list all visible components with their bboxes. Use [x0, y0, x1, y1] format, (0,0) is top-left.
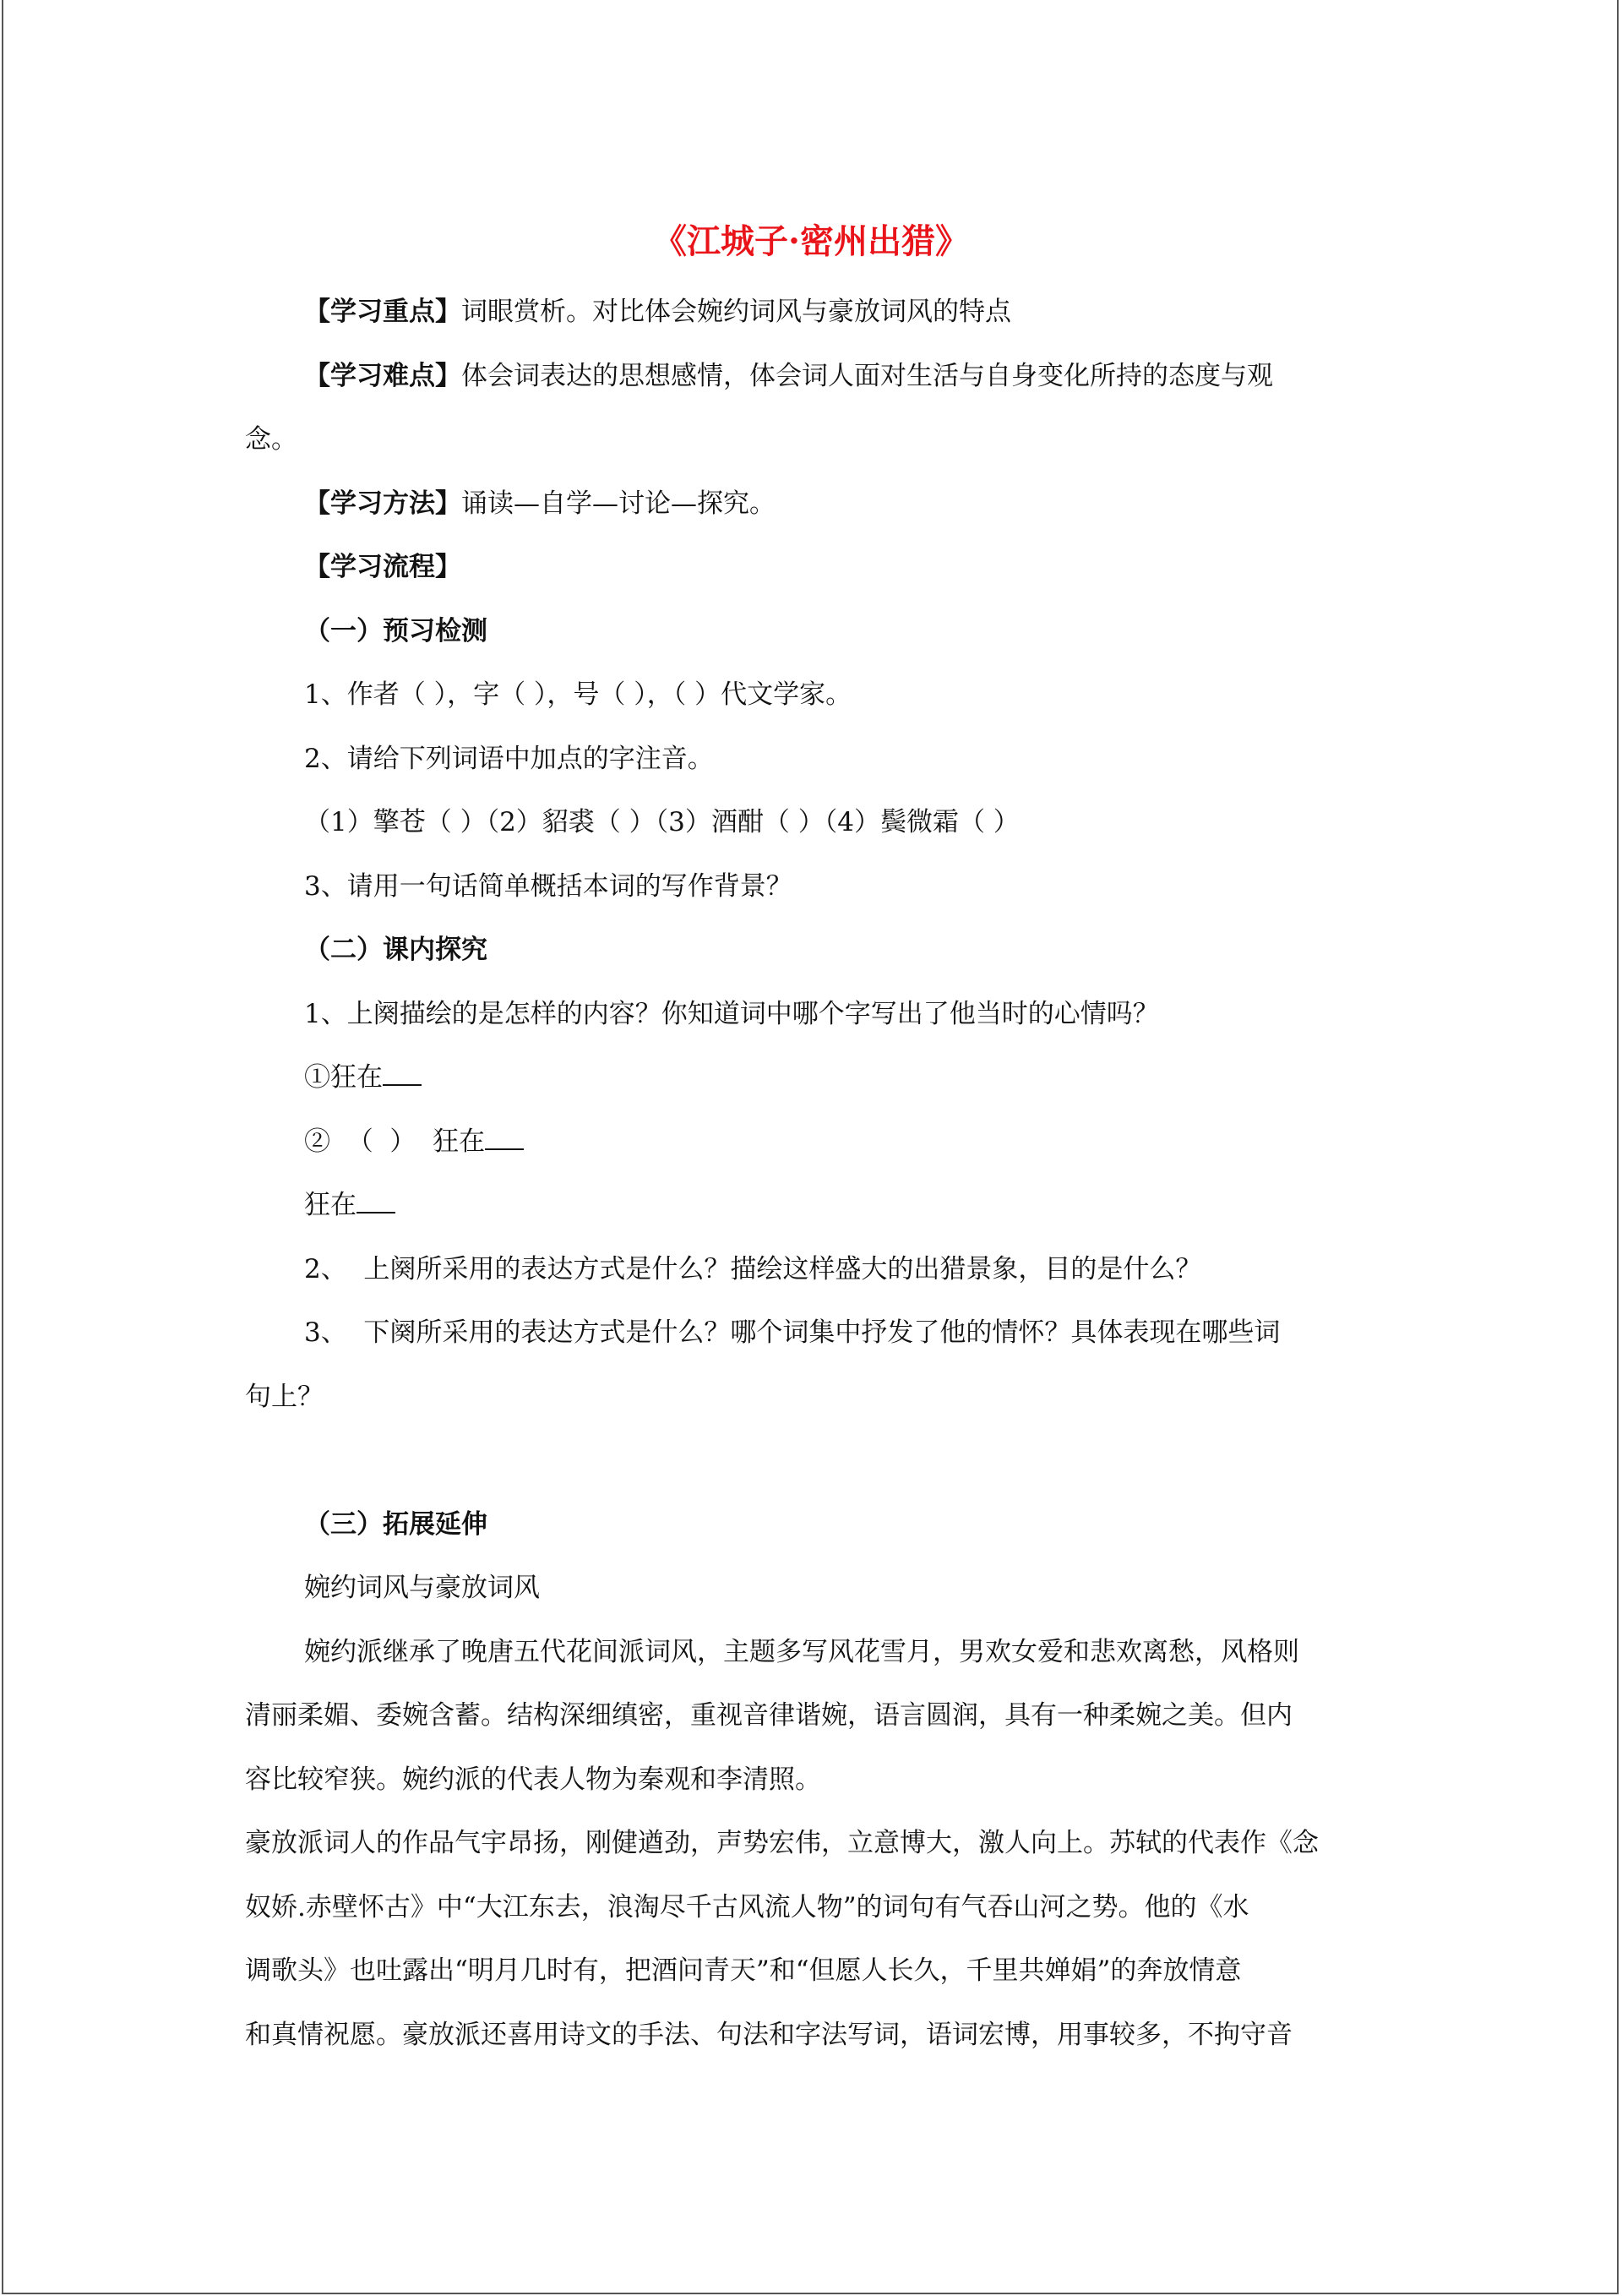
spacer — [245, 1429, 1377, 1493]
section1-q2: 2、请给下列词语中加点的字注音。 — [304, 743, 714, 774]
paragraph2-line2: 奴娇.赤壁怀古》中“大江东去，浪淘尽千古风流人物”的词句有气吞山河之势。他的《水 — [245, 1891, 1249, 1922]
paragraph2-line1: 豪放派词人的作品气宇昂扬，刚健遒劲，声势宏伟，立意博大，激人向上。苏轼的代表作《念 — [245, 1828, 1319, 1858]
focus-label: 【学习重点】 — [304, 297, 461, 327]
section1-q2-items: （1）擎苍（ ）（2）貂裘（ ）（3）酒酣（ ）（4）鬓微霜（ ） — [304, 807, 1020, 837]
process-label: 【学习流程】 — [304, 552, 461, 582]
section1-q1: 1、作者（ ），字（ ），号（ ），（ ）代文学家。 — [304, 679, 852, 710]
section2-answer1 — [245, 1046, 1377, 1110]
paragraph1-line2: 清丽柔媚、委婉含蓄。结构深细缜密，重视音律谐婉，语言圆润，具有一种柔婉之美。但内 — [245, 1700, 1293, 1731]
paragraph1-line1: 婉约派继承了晚唐五代花间派词风，主题多写风花雪月，男欢女爱和悲欢离愁，风格则 — [304, 1636, 1299, 1667]
section2-q3: 3、 下阕所采用的表达方式是什么？哪个词集中抒发了他的情怀？具体表现在哪些词 — [304, 1317, 1281, 1348]
section2-q2: 2、 上阕所采用的表达方式是什么？描绘这样盛大的出猎景象，目的是什么？ — [304, 1253, 1202, 1284]
method-line — [245, 472, 1377, 537]
paragraph2-line4: 和真情祝愿。豪放派还喜用诗文的手法、句法和字法写词，语词宏博，用事较多，不拘守音 — [245, 2019, 1293, 2050]
answer1-blank — [383, 1062, 422, 1086]
answer1-text: ①狂在 — [304, 1062, 383, 1093]
section2-heading: （二）课内探究 — [304, 935, 487, 965]
answer3-text: 狂在 — [304, 1190, 357, 1220]
answer2-text: ② （ ） 狂在 — [304, 1126, 486, 1157]
paragraph1-line3: 容比较窄狭。婉约派的代表人物为秦观和李清照。 — [245, 1764, 821, 1795]
answer2-blank — [485, 1126, 524, 1150]
difficulty-text: 体会词表达的思想感情，体会词人面对生活与自身变化所持的态度与观 — [461, 360, 1273, 391]
section3-heading: （三）拓展延伸 — [304, 1508, 487, 1540]
focus-line — [245, 281, 1377, 345]
section2-answer3 — [245, 1174, 1377, 1238]
section1-heading: （一）预习检测 — [304, 615, 487, 646]
answer3-blank — [357, 1190, 395, 1213]
focus-text: 词眼赏析。对比体会婉约词风与豪放词风的特点 — [461, 297, 1011, 327]
document-body — [245, 203, 1377, 2067]
difficulty-line — [245, 345, 1377, 409]
paragraph2-line3: 调歌头》也吐露出“明月几时有，把酒问青天”和“但愿人长久，千里共婵娟”的奔放情意 — [245, 1955, 1242, 1986]
method-text: 诵读—自学—讨论—探究。 — [461, 488, 776, 519]
section2-q3-cont: 句上？ — [245, 1381, 324, 1412]
section3-subtitle: 婉约词风与豪放词风 — [304, 1573, 540, 1603]
section2-q1: 1、上阕描绘的是怎样的内容？你知道词中哪个字写出了他当时的心情吗？ — [304, 998, 1159, 1029]
page-title: 《江城子·密州出猎》 — [653, 221, 969, 261]
section2-answer2 — [245, 1110, 1377, 1175]
difficulty-text-cont: 念。 — [245, 424, 297, 455]
method-label: 【学习方法】 — [304, 488, 461, 519]
difficulty-label: 【学习难点】 — [304, 360, 461, 391]
section1-q3: 3、请用一句话简单概括本词的写作背景？ — [304, 870, 792, 902]
